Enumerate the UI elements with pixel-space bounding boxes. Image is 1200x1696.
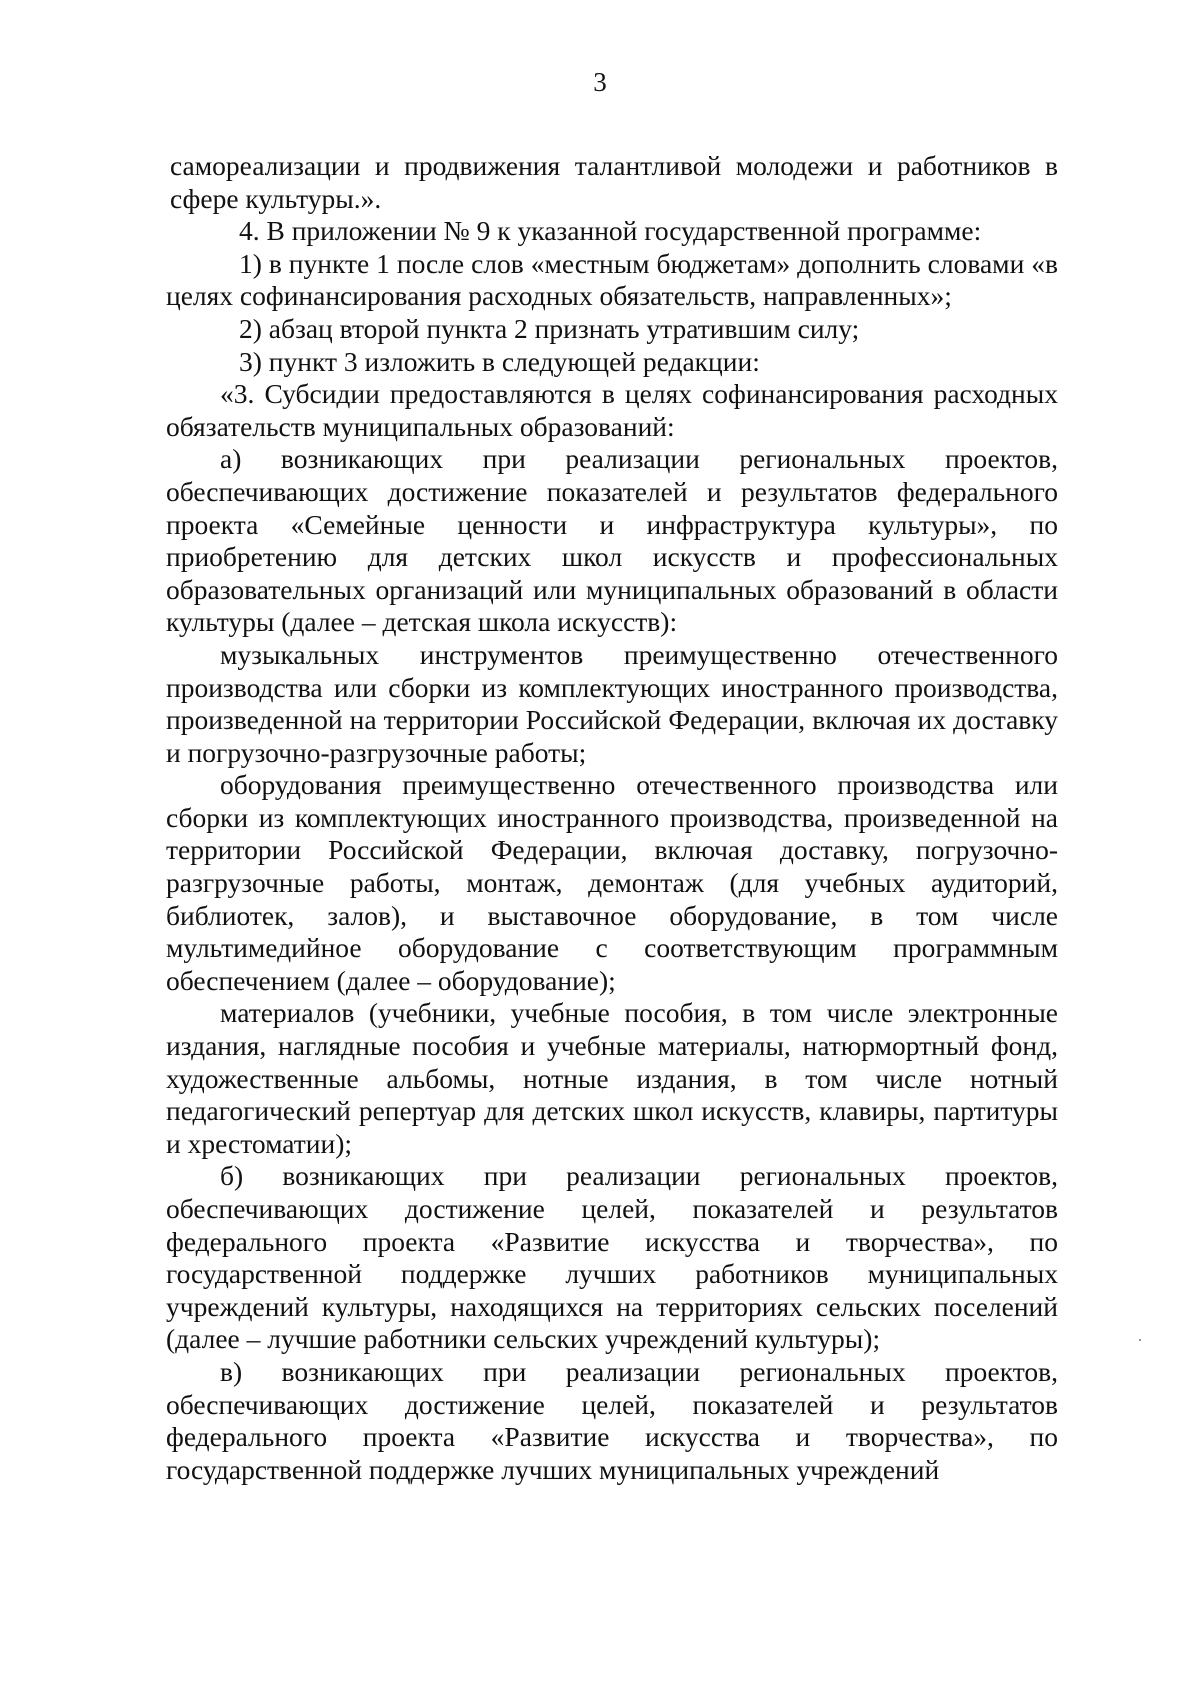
paragraph-materials: материалов (учебники, учебные пособия, в том числе электронные издания, наглядные пособия и учебные материалы, натюрмортный фонд, художественные альбомы, нотные издания, в том числе нотный педагогический репертуар для детских школ искусств, клавиры, партитуры и хрестоматии); [166,997,1058,1159]
paragraph-continuation: самореализации и продвижения талантливой молодежи и работников в сфере культуры.». [170,150,1058,214]
paragraph-subitem-3: 3) пункт 3 изложить в следующей редакции: [239,345,760,377]
paragraph-item-4: 4. В приложении № 9 к указанной государственной программе: [239,215,982,247]
paragraph-musical-instruments: музыкальных инструментов преимущественно отечественного производства или сборки из комплектующих иностранного производства, произведенной на территории Российской Федерации, включая их доставку и погрузочно-разгрузочные работы; [166,638,1058,768]
paragraph-subitem-1: 1) в пункте 1 после слов «местным бюджетам» дополнить словами «в целях софинансирования расходных обязательств, направленных»; [166,247,1058,312]
paragraph-equipment: оборудования преимущественно отечественного производства или сборки из комплектующих иностранного производства, произведенной на территории Российской Федерации, включая доставку, погрузочно-разгрузочные работы, монтаж, демонтаж (для учебных аудиторий, библиотек, залов), и выставочное оборудование, в том числе мультимедийное оборудование с соответствующим программным обеспечением (далее – оборудование); [166,769,1058,996]
paragraph-clause-v: в) возникающих при реализации региональных проектов, обеспечивающих достижение целей, показателей и результатов федерального проекта «Развитие искусства и творчества», по государственной поддержке лучших муниципальных учреждений [166,1355,1058,1485]
document-body [166,150,1058,1486]
paragraph-clause-a: а) возникающих при реализации региональных проектов, обеспечивающих достижение показателей и результатов федерального проекта «Семейные ценности и инфраструктура культуры», по приобретению для детских школ искусств и профессиональных образовательных организаций или муниципальных образований в области культуры (далее – детская школа искусств): [166,443,1058,638]
paragraph-clause-b: б) возникающих при реализации региональных проектов, обеспечивающих достижение целей, показателей и результатов федерального проекта «Развитие искусства и творчества», по государственной поддержке лучших работников муниципальных учреждений культуры, находящихся на территориях сельских поселений (далее – лучшие работники сельских учреждений культуры); [166,1160,1058,1355]
page-number: 3 [593,67,607,97]
scan-speck [1139,1339,1141,1341]
paragraph-subitem-2: 2) абзац второй пункта 2 признать утратившим силу; [239,312,860,344]
paragraph-clause-3: «3. Субсидии предоставляются в целях софинансирования расходных обязательств муниципальных образований: [166,378,1058,442]
